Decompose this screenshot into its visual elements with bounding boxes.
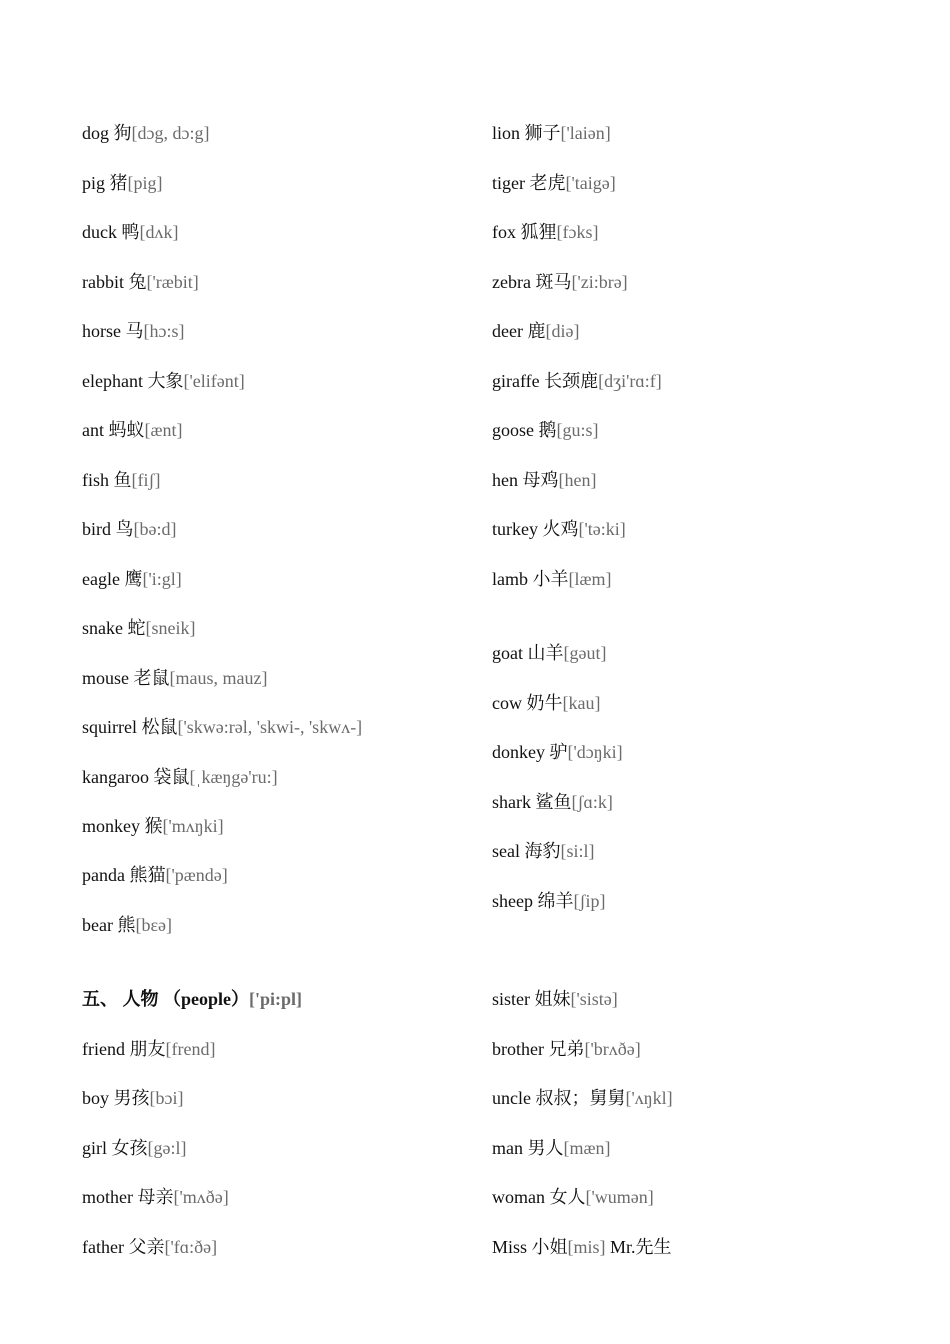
vocab-entry [82, 1038, 215, 1060]
word: rabbit 兔 [82, 272, 147, 292]
phonetic: [dʒi'rɑ:f] [598, 371, 662, 391]
phonetic: [gəut] [563, 643, 607, 663]
vocab-entry [492, 1186, 654, 1208]
word: kangaroo 袋鼠 [82, 767, 190, 787]
phonetic: ['tə:ki] [578, 519, 626, 539]
phonetic: [fɔks] [556, 222, 599, 242]
phonetic: [fiʃ] [131, 470, 161, 490]
vocab-entry [82, 914, 172, 936]
word: bear 熊 [82, 915, 136, 935]
word: eagle 鹰 [82, 569, 143, 589]
word: horse 马 [82, 321, 144, 341]
vocab-entry [492, 370, 662, 392]
vocab-entry [82, 766, 278, 788]
phonetic: ['i:gl] [142, 569, 182, 589]
vocab-entry [82, 815, 224, 837]
vocab-entry [82, 469, 160, 491]
vocab-entry [82, 1186, 229, 1208]
vocab-entry [492, 518, 626, 540]
word: Miss 小姐 [492, 1237, 568, 1257]
phonetic: [bɛə] [135, 915, 173, 935]
phonetic: [dʌk] [139, 222, 179, 242]
word: squirrel 松鼠 [82, 717, 178, 737]
word: bird 鸟 [82, 519, 134, 539]
word: snake 蛇 [82, 618, 146, 638]
phonetic: ['wumən] [585, 1187, 654, 1207]
vocab-entry [492, 1087, 673, 1109]
vocab-entry [82, 320, 184, 342]
vocab-entry [492, 1038, 641, 1060]
vocab-entry [82, 667, 267, 689]
vocab-entry [82, 370, 245, 392]
word: brother 兄弟 [492, 1039, 585, 1059]
vocab-entry [492, 741, 623, 763]
phonetic: ['dɔŋki] [567, 742, 623, 762]
phonetic: [bɔi] [149, 1088, 184, 1108]
section-heading [82, 988, 302, 1010]
word: dog 狗 [82, 123, 132, 143]
word: man 男人 [492, 1138, 564, 1158]
vocab-entry [82, 1087, 183, 1109]
phonetic: [bə:d] [133, 519, 177, 539]
vocab-entry [82, 617, 195, 639]
word: hen 母鸡 [492, 470, 559, 490]
phonetic: ['mʌŋki] [162, 816, 224, 836]
word: donkey 驴 [492, 742, 568, 762]
word: giraffe 长颈鹿 [492, 371, 599, 391]
word: cow 奶牛 [492, 693, 563, 713]
phonetic: ['ʌŋkl] [625, 1088, 673, 1108]
word: fox 狐狸 [492, 222, 557, 242]
phonetic: ['skwə:rəl, 'skwi-, 'skwʌ-] [177, 717, 363, 737]
word: lamb 小羊 [492, 569, 569, 589]
vocab-entry [492, 692, 600, 714]
vocab-entry [82, 716, 362, 738]
word: girl 女孩 [82, 1138, 148, 1158]
vocab-entry [82, 864, 228, 886]
word: tiger 老虎 [492, 173, 566, 193]
word: seal 海豹 [492, 841, 561, 861]
word: mouse 老鼠 [82, 668, 170, 688]
word: deer 鹿 [492, 321, 546, 341]
vocab-entry [492, 642, 606, 664]
phonetic: [ænt] [144, 420, 183, 440]
vocab-entry [492, 320, 579, 342]
phonetic: [gə:l] [147, 1138, 187, 1158]
phonetic: ['fɑ:ðə] [164, 1237, 218, 1257]
word: turkey 火鸡 [492, 519, 579, 539]
word: panda 熊猫 [82, 865, 166, 885]
word: monkey 猴 [82, 816, 163, 836]
phonetic: [ˌkæŋgə'ru:] [189, 767, 278, 787]
word: ant 蚂蚁 [82, 420, 145, 440]
word: shark 鲨鱼 [492, 792, 572, 812]
phonetic: [maus, mauz] [169, 668, 268, 688]
vocab-entry [492, 988, 618, 1010]
phonetic: [hen] [558, 470, 597, 490]
vocab-entry [82, 271, 199, 293]
phonetic: [hɔ:s] [143, 321, 185, 341]
word: goat 山羊 [492, 643, 564, 663]
phonetic: ['ræbit] [146, 272, 199, 292]
phonetic: ['brʌðə] [584, 1039, 641, 1059]
word: boy 男孩 [82, 1088, 150, 1108]
phonetic: ['mʌðə] [173, 1187, 229, 1207]
word: duck 鸭 [82, 222, 140, 242]
phonetic: [mæn] [563, 1138, 611, 1158]
vocab-entry [492, 840, 594, 862]
phonetic: ['taigə] [565, 173, 616, 193]
phonetic: ['pændə] [165, 865, 228, 885]
vocab-entry [492, 1137, 611, 1159]
vocab-entry [492, 172, 616, 194]
word: goose 鹅 [492, 420, 557, 440]
vocab-entry [492, 221, 598, 243]
word: uncle 叔叔；舅舅 [492, 1088, 626, 1108]
vocab-entry [82, 172, 163, 194]
vocab-entry [82, 568, 182, 590]
vocab-entry [492, 890, 605, 912]
phonetic: [sneik] [145, 618, 196, 638]
phonetic: [ʃɑ:k] [571, 792, 613, 812]
phonetic: [gu:s] [556, 420, 599, 440]
phonetic: ['zi:brə] [571, 272, 628, 292]
word: lion 狮子 [492, 123, 561, 143]
vocab-entry [492, 419, 599, 441]
word: pig 猪 [82, 173, 128, 193]
vocab-entry [82, 1137, 186, 1159]
phonetic: [mis] [567, 1237, 606, 1257]
vocab-entry [82, 221, 179, 243]
vocab-entry [492, 122, 611, 144]
vocab-entry [492, 568, 612, 590]
phonetic: [frend] [165, 1039, 216, 1059]
heading-phonetic: ['pi:pl] [249, 989, 303, 1009]
word: mother 母亲 [82, 1187, 174, 1207]
phonetic: ['sistə] [570, 989, 618, 1009]
vocab-entry [82, 122, 209, 144]
word: father 父亲 [82, 1237, 165, 1257]
phonetic: [diə] [545, 321, 580, 341]
word-suffix: Mr.先生 [605, 1237, 672, 1257]
word: woman 女人 [492, 1187, 586, 1207]
phonetic: ['elifənt] [183, 371, 245, 391]
vocab-entry [492, 1236, 672, 1258]
word: zebra 斑马 [492, 272, 572, 292]
vocab-entry [82, 518, 176, 540]
phonetic: [pig] [127, 173, 163, 193]
vocab-entry [82, 1236, 217, 1258]
vocab-entry [492, 469, 596, 491]
word: sheep 绵羊 [492, 891, 574, 911]
word: fish 鱼 [82, 470, 132, 490]
word: sister 姐妹 [492, 989, 571, 1009]
vocab-entry [82, 419, 183, 441]
word: friend 朋友 [82, 1039, 166, 1059]
phonetic: [ʃip] [573, 891, 606, 911]
vocab-entry [492, 791, 613, 813]
heading-text: 五、 人物 （people） [82, 989, 250, 1009]
phonetic: [dɔg, dɔ:g] [131, 123, 210, 143]
phonetic: [si:l] [560, 841, 595, 861]
phonetic: [læm] [568, 569, 612, 589]
word: elephant 大象 [82, 371, 184, 391]
phonetic: ['laiən] [560, 123, 611, 143]
phonetic: [kau] [562, 693, 601, 713]
vocab-entry [492, 271, 628, 293]
